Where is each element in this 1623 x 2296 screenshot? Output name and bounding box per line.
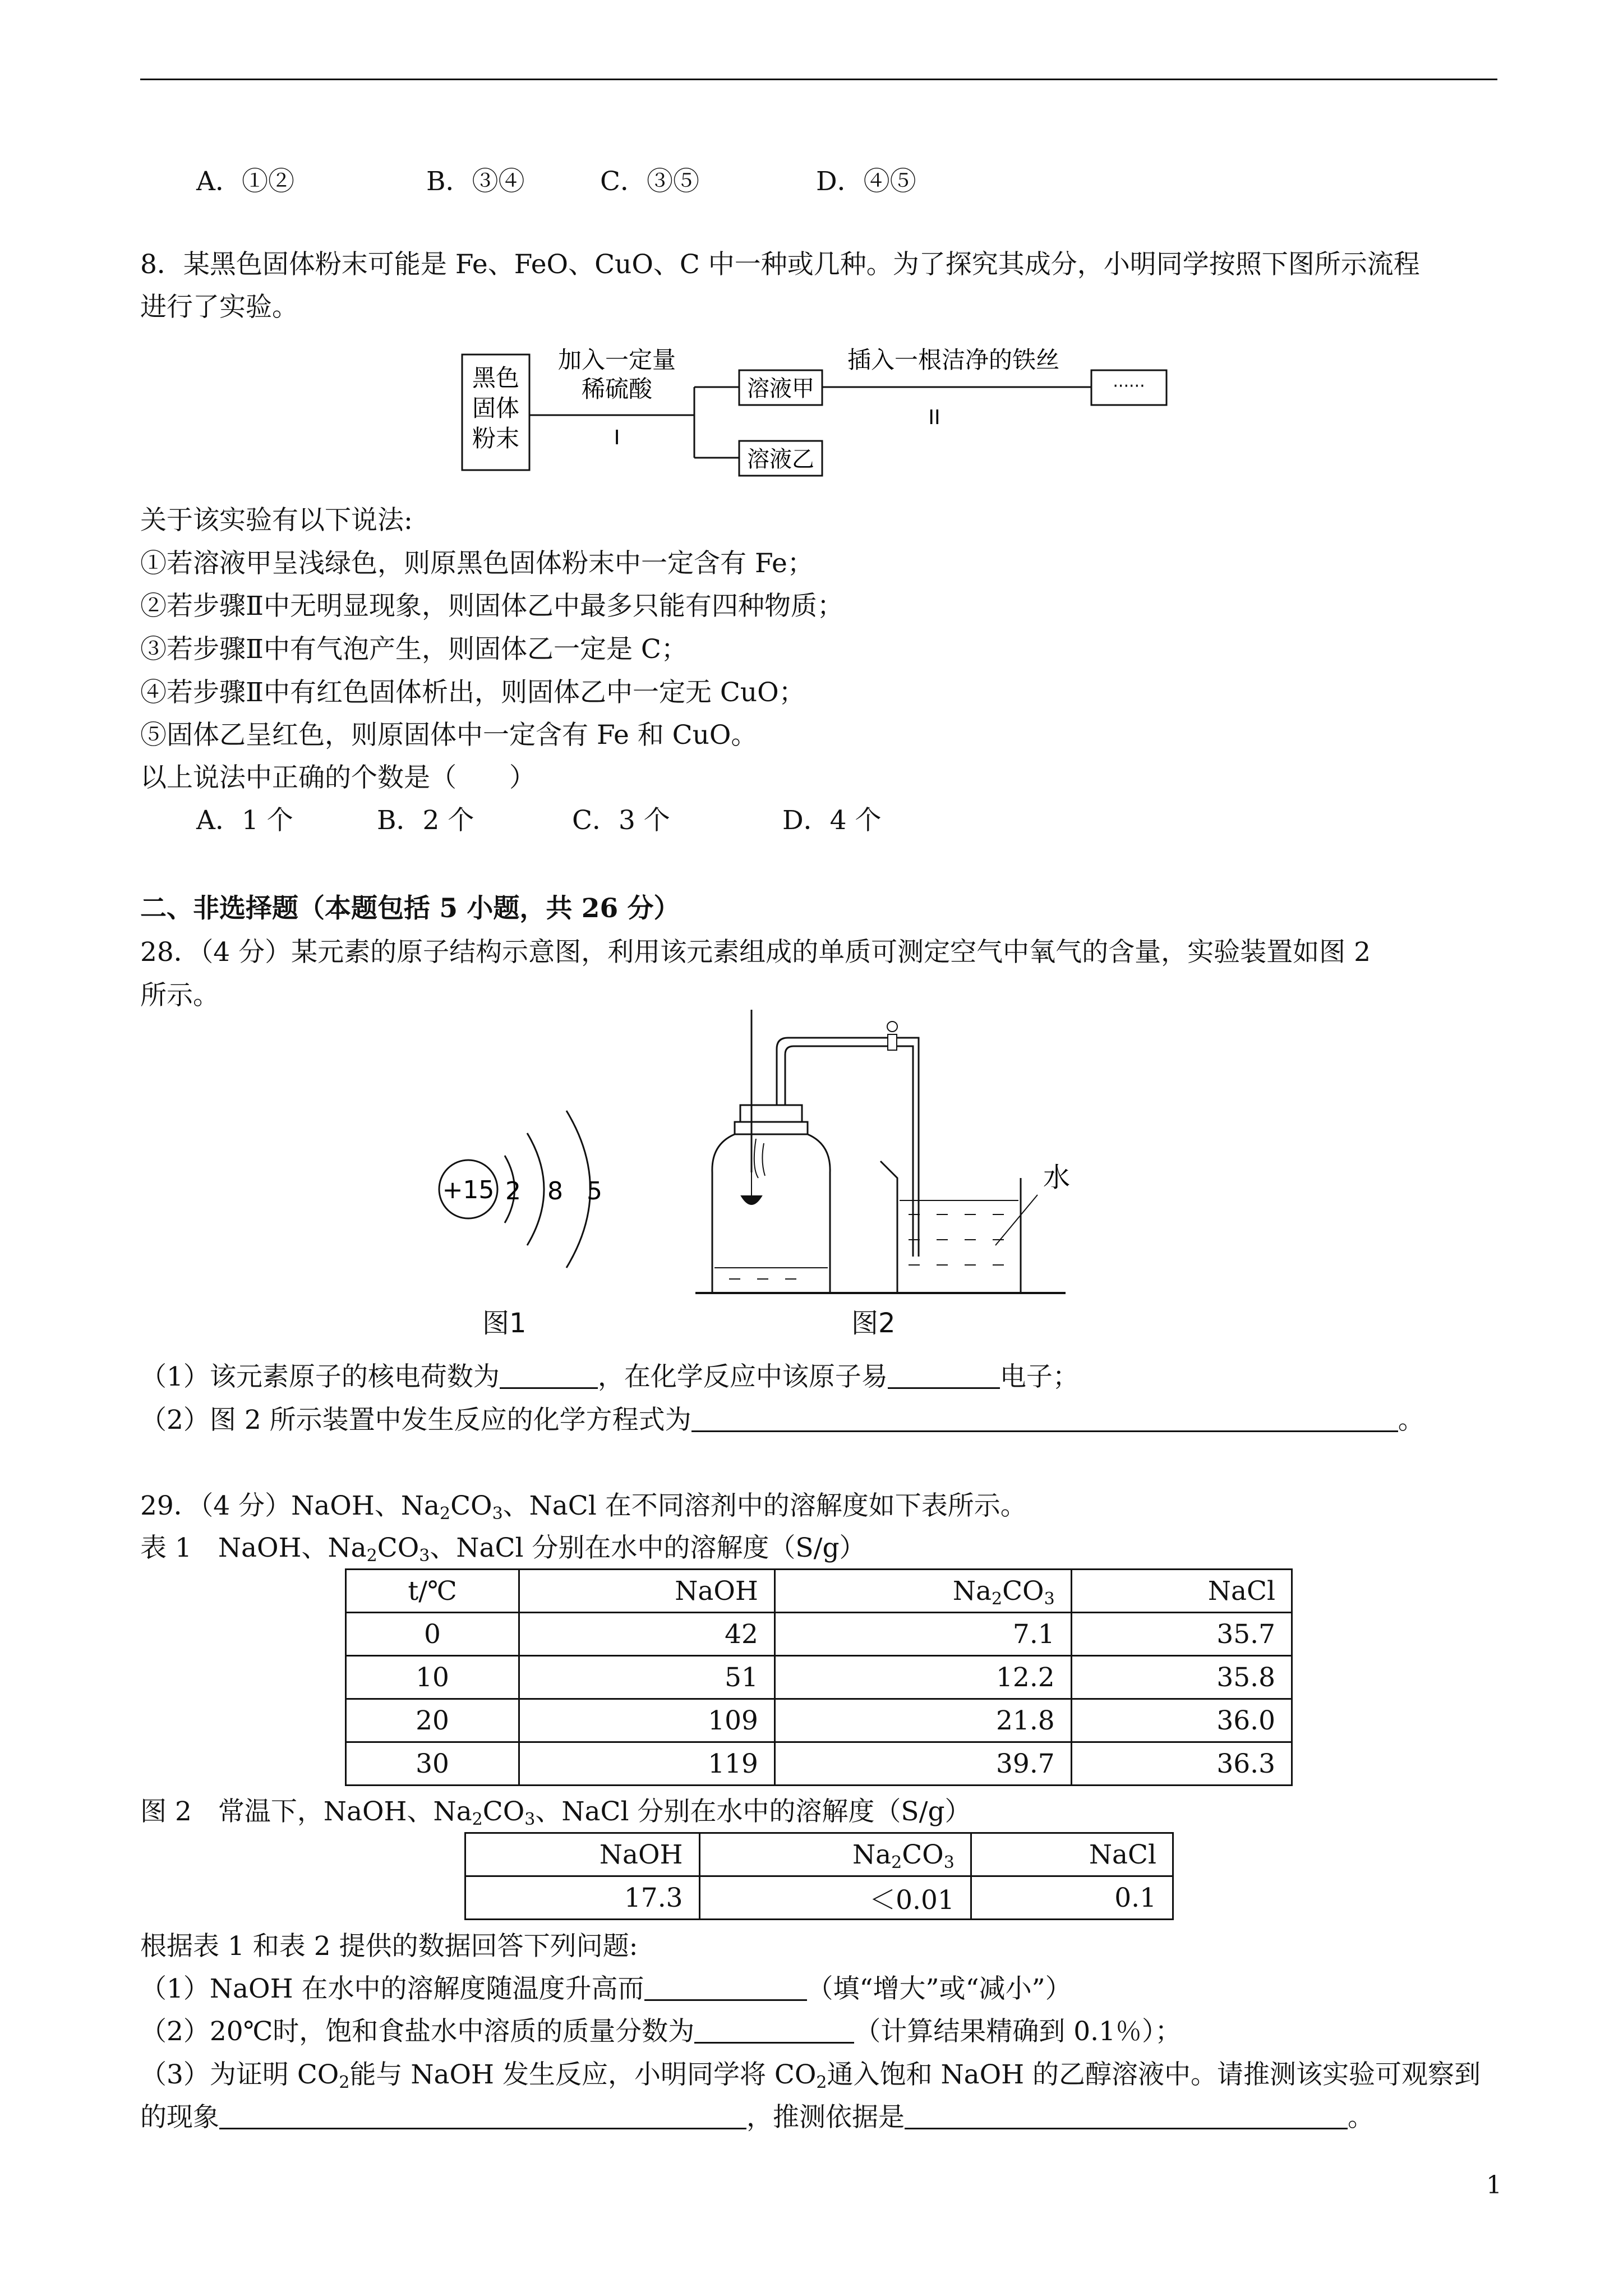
section2-heading: 二、非选择题（本题包括 5 小题，共 26 分） bbox=[140, 893, 680, 924]
q28-sub2: （2）图 2 所示装置中发生反应的化学方程式为 。 bbox=[140, 1405, 1424, 1435]
q28-stem-line1: 28．（4 分）某元素的原子结构示意图，利用该元素组成的单质可测定空气中氧气的含量，实验装置如图 2 bbox=[140, 937, 1371, 968]
atom-shell-3: 5 bbox=[587, 1177, 602, 1205]
table-cell: 39.7 bbox=[774, 1742, 1071, 1786]
table-cell: 0 bbox=[346, 1613, 519, 1656]
flow-start-line3: 粉末 bbox=[472, 425, 520, 452]
table-cell: 36.0 bbox=[1071, 1699, 1292, 1742]
q8-option-c: C．3 个 bbox=[572, 805, 670, 836]
table-cell: 35.8 bbox=[1071, 1656, 1292, 1699]
table-cell: 109 bbox=[519, 1699, 775, 1742]
q29-sub3-line1: （3）为证明 $CO_2$能与 NaOH 发生反应，小明同学将 $CO_2$通入饱和 NaOH 的乙醇溶液中。请推测该实验可观察到 bbox=[140, 2059, 1481, 2092]
q8-option-d: D．4 个 bbox=[782, 805, 882, 836]
atom-nucleus: +15 bbox=[442, 1176, 495, 1204]
flow-start-line1: 黑色 bbox=[472, 364, 520, 392]
q7-option-a: A．①② bbox=[196, 166, 294, 197]
flow-start-line2: 固体 bbox=[472, 394, 520, 422]
q8-statement-3: ③若步骤Ⅱ中有气泡产生，则固体乙一定是 C； bbox=[140, 634, 688, 665]
atom-shell-1: 2 bbox=[505, 1177, 521, 1205]
q8-intro: 关于该实验有以下说法: bbox=[140, 505, 413, 536]
table1-header-t: t/℃ bbox=[346, 1570, 519, 1613]
q8-flow-diagram bbox=[454, 337, 1189, 488]
q29-sub2: （2）20℃时，饱和食盐水中溶质的质量分数为 （计算结果精确到 0.1％）； bbox=[140, 2016, 1182, 2047]
flow-step1-label-line1: 加入一定量 bbox=[557, 346, 676, 374]
apparatus-diagram bbox=[695, 1010, 1088, 1301]
table-row bbox=[346, 1656, 1292, 1699]
q28-blank-1[interactable] bbox=[500, 1360, 598, 1389]
table-row bbox=[465, 1876, 1173, 1920]
q29-table2-caption: 图 2 常温下，NaOH、$Na_2CO_3$、NaCl 分别在水中的溶解度（S/g） bbox=[140, 1796, 971, 1829]
q8-statement-5: ⑤固体乙呈红色，则原固体中一定含有 Fe 和 CuO。 bbox=[140, 720, 758, 751]
q7-option-d: D．④⑤ bbox=[816, 166, 916, 197]
table-cell: 42 bbox=[519, 1613, 775, 1656]
flow-step1-numeral: I bbox=[614, 426, 620, 449]
page-number: 1 bbox=[1486, 2171, 1502, 2200]
table-row bbox=[346, 1699, 1292, 1742]
q28-blank-3[interactable] bbox=[691, 1404, 1398, 1432]
table2-header-na2co3: $Na_2CO_3$ bbox=[699, 1833, 971, 1876]
q7-option-b: B．③④ bbox=[426, 166, 525, 197]
table-row bbox=[346, 1570, 1292, 1613]
fig1-caption: 图1 bbox=[482, 1308, 527, 1339]
q8-option-b: B．2 个 bbox=[377, 805, 474, 836]
table-cell: 10 bbox=[346, 1656, 519, 1699]
table-cell: 12.2 bbox=[774, 1656, 1071, 1699]
table1-header-nacl: NaCl bbox=[1071, 1570, 1292, 1613]
q8-statement-4: ④若步骤Ⅱ中有红色固体析出，则固体乙中一定无 CuO； bbox=[140, 677, 805, 708]
water-label: 水 bbox=[1043, 1162, 1071, 1193]
table-cell: 0.1 bbox=[971, 1876, 1173, 1920]
table-cell: 35.7 bbox=[1071, 1613, 1292, 1656]
table-cell: 51 bbox=[519, 1656, 775, 1699]
q28-blank-2[interactable] bbox=[888, 1360, 1000, 1389]
q29-stem: 29．（4 分）NaOH、$Na_2CO_3$、NaCl 在不同溶剂中的溶解度如下表所示。 bbox=[140, 1490, 1027, 1524]
table-cell: 7.1 bbox=[774, 1613, 1071, 1656]
q29-sub3-line2: 的现象 ，推测依据是 。 bbox=[140, 2102, 1374, 2133]
q29-sub1: （1）NaOH 在水中的溶解度随温度升高而 （填“增大”或“减小”） bbox=[140, 1973, 1072, 2004]
q29-intro: 根据表 1 和表 2 提供的数据回答下列问题: bbox=[140, 1931, 638, 1962]
q8-statement-1: ①若溶液甲呈浅绿色，则原黑色固体粉末中一定含有 Fe； bbox=[140, 548, 814, 579]
q29-blank-2[interactable] bbox=[694, 2015, 854, 2044]
q8-question: 以上说法中正确的个数是（ ） bbox=[140, 762, 536, 793]
flow-step2-label: 插入一根洁净的铁丝 bbox=[847, 346, 1060, 374]
q8-option-a: A．1 个 bbox=[196, 805, 293, 836]
flow-solution-b: 溶液乙 bbox=[747, 447, 814, 472]
table-cell: 17.3 bbox=[465, 1876, 700, 1920]
q29-table2 bbox=[464, 1832, 1174, 1920]
table-cell: 21.8 bbox=[774, 1699, 1071, 1742]
q28-stem-line2: 所示。 bbox=[140, 980, 219, 1011]
q29-blank-4[interactable] bbox=[905, 2101, 1348, 2129]
atom-structure-diagram bbox=[426, 1099, 651, 1290]
table-cell: 119 bbox=[519, 1742, 775, 1786]
fig2-caption: 图2 bbox=[851, 1308, 896, 1339]
q8-stem-line2: 进行了实验。 bbox=[140, 292, 298, 323]
q29-table1 bbox=[345, 1568, 1293, 1786]
q29-table1-caption: 表 1 NaOH、$Na_2CO_3$、NaCl 分别在水中的溶解度（S/g） bbox=[140, 1533, 866, 1566]
table-cell: 36.3 bbox=[1071, 1742, 1292, 1786]
flow-solution-a: 溶液甲 bbox=[747, 376, 814, 402]
table2-header-naoh: NaOH bbox=[465, 1833, 700, 1876]
table-cell: 30 bbox=[346, 1742, 519, 1786]
header-rule bbox=[140, 79, 1497, 80]
q8-statement-2: ②若步骤Ⅱ中无明显现象，则固体乙中最多只能有四种物质； bbox=[140, 591, 843, 622]
table-row bbox=[465, 1833, 1173, 1876]
q28-sub1: （1）该元素原子的核电荷数为 ，在化学反应中该原子易 电子； bbox=[140, 1361, 1079, 1392]
q7-option-c: C．③⑤ bbox=[600, 166, 699, 197]
table-row bbox=[346, 1742, 1292, 1786]
flow-end-dots: ······ bbox=[1113, 376, 1145, 396]
q29-blank-3[interactable] bbox=[219, 2101, 746, 2129]
table1-header-na2co3: $Na_2CO_3$ bbox=[774, 1570, 1071, 1613]
flow-step2-numeral: II bbox=[928, 406, 940, 429]
table2-header-nacl: NaCl bbox=[971, 1833, 1173, 1876]
table-cell: ＜0.01 bbox=[699, 1876, 971, 1920]
q8-stem-line1: 8．某黑色固体粉末可能是 Fe、FeO、CuO、C 中一种或几种。为了探究其成分，小明同学按照下图所示流程 bbox=[140, 249, 1420, 280]
table-cell: 20 bbox=[346, 1699, 519, 1742]
table1-header-naoh: NaOH bbox=[519, 1570, 775, 1613]
flow-step1-label-line2: 稀硫酸 bbox=[581, 375, 653, 403]
atom-shell-2: 8 bbox=[547, 1177, 563, 1205]
table-row bbox=[346, 1613, 1292, 1656]
q29-blank-1[interactable] bbox=[644, 1972, 807, 2001]
